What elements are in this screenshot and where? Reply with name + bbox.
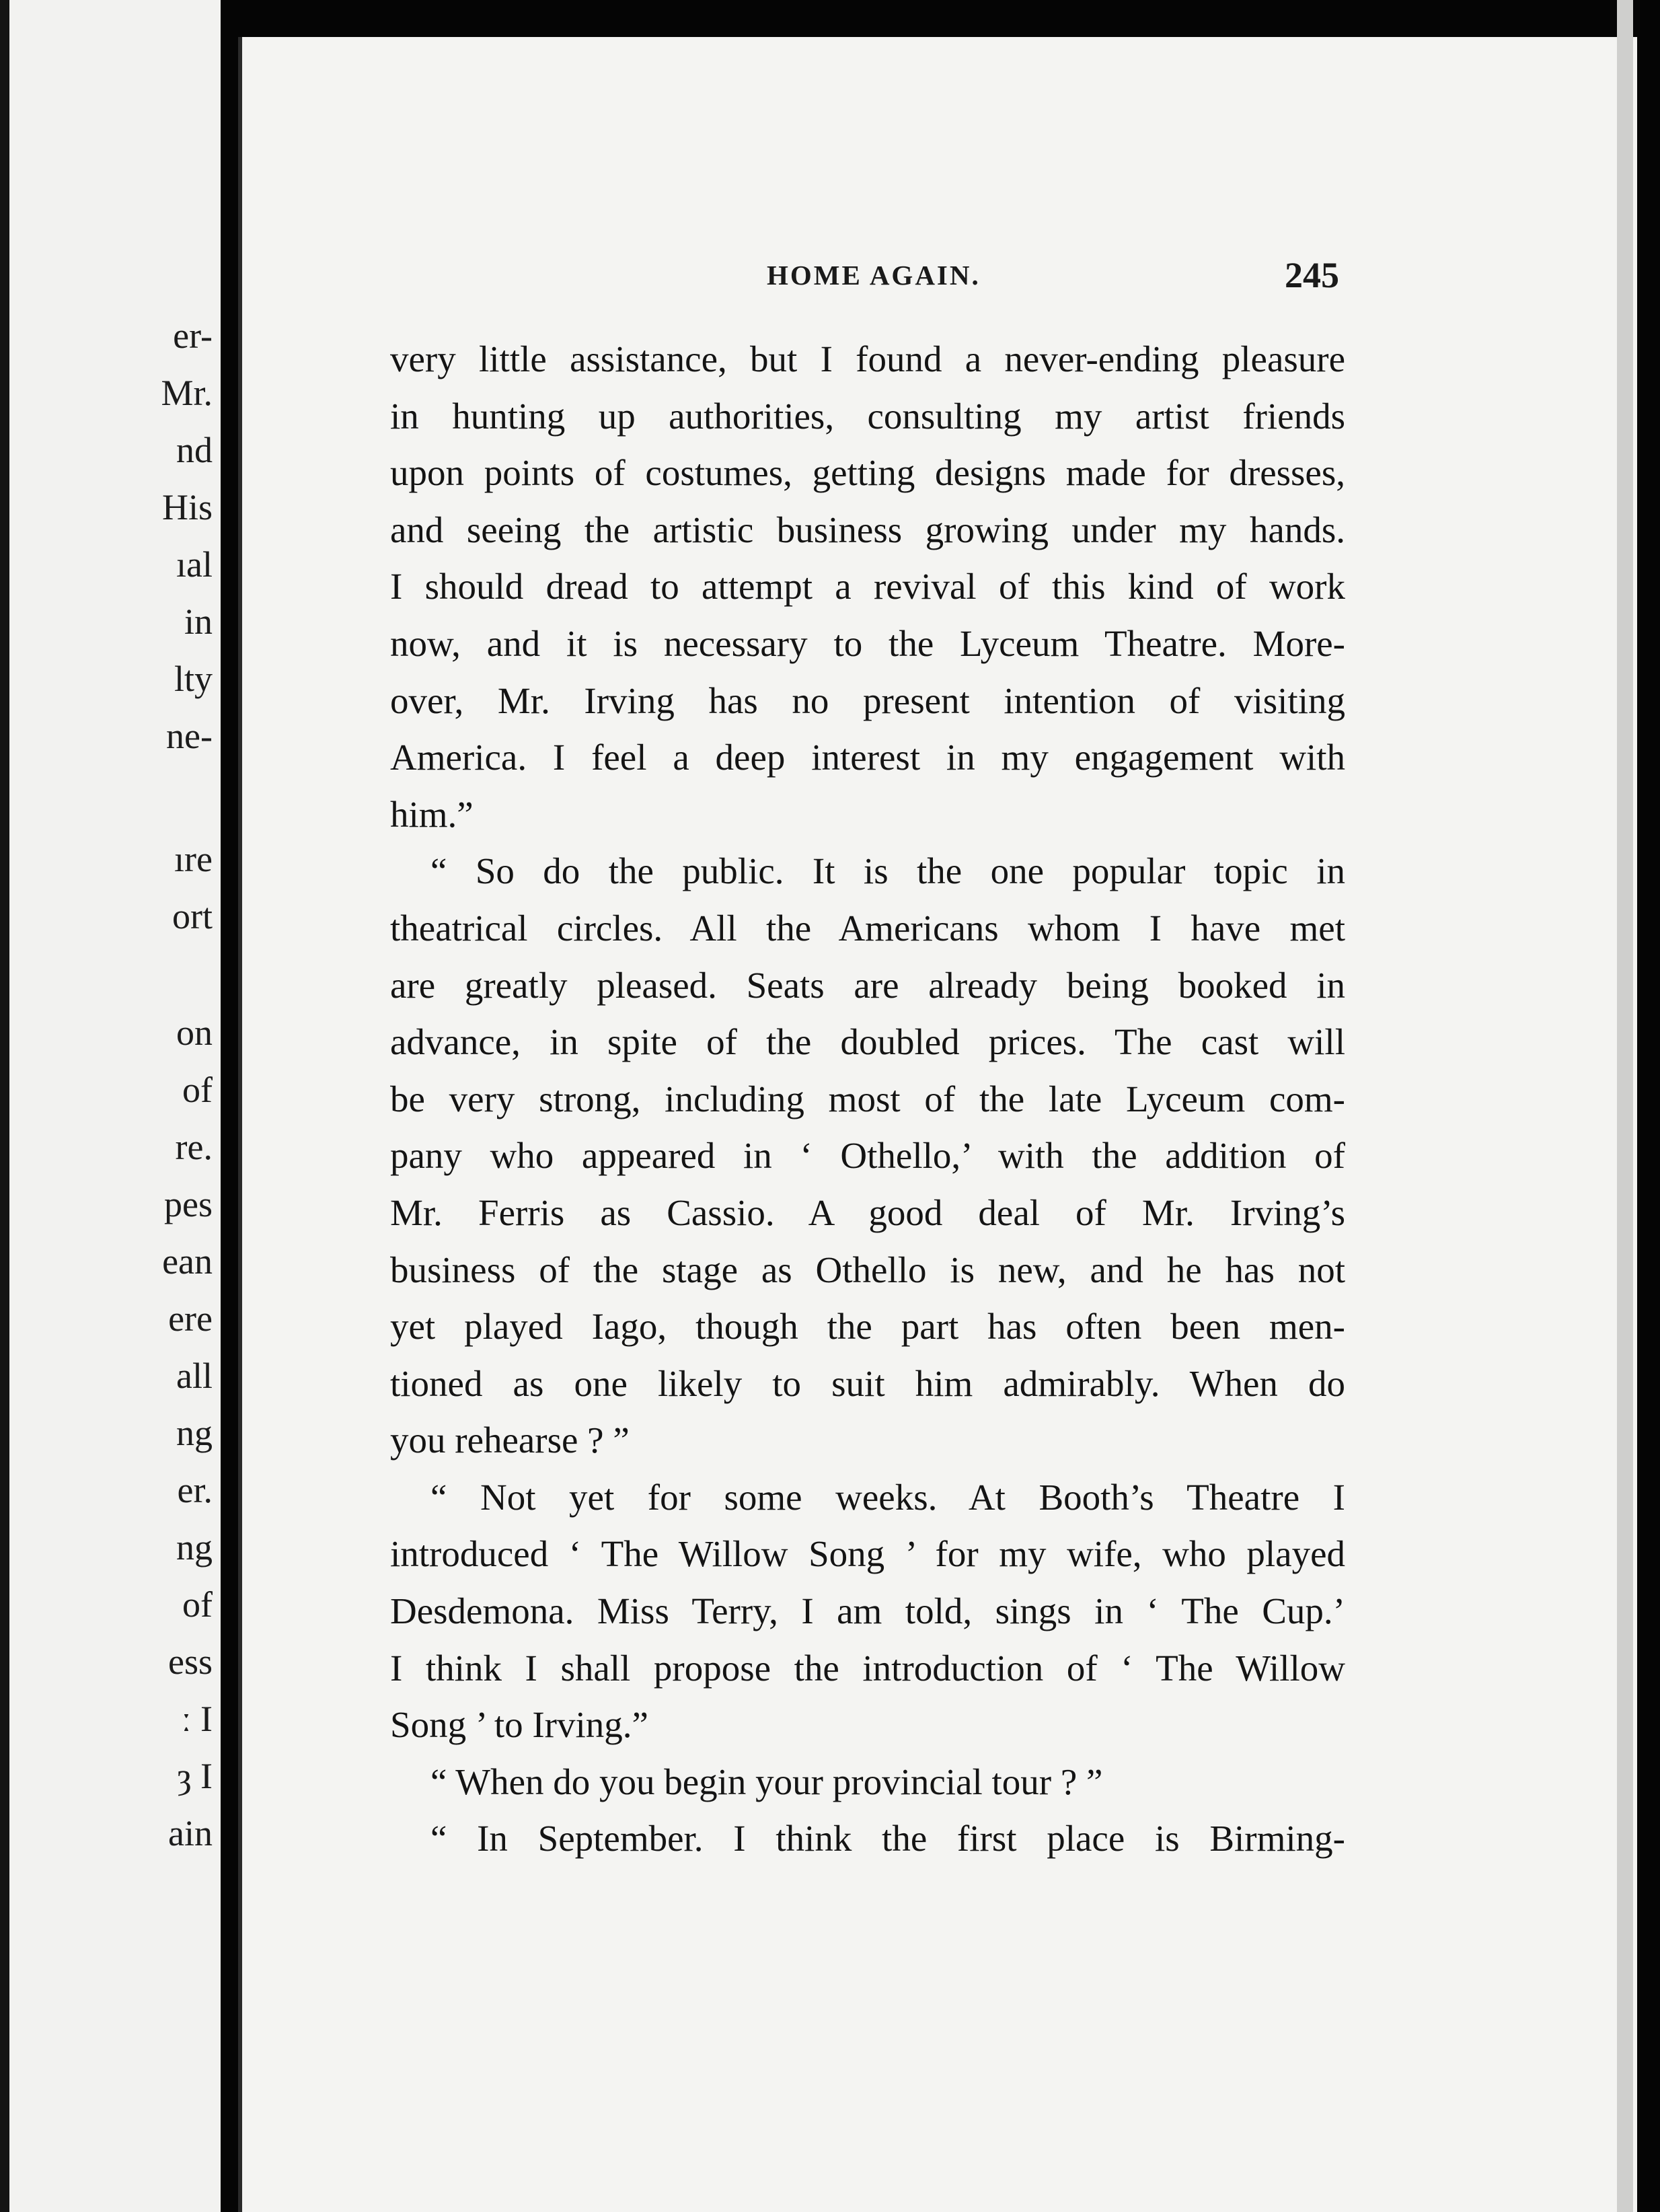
text-line: I should dread to attempt a revival of this kind of work [390,566,1345,607]
text-line: advance, in spite of the doubled prices. The cast will [390,1021,1345,1063]
margin-fragment: His [161,487,213,527]
margin-fragment: ıre [174,839,213,879]
text-line: “ In September. I think the first place is Birming- [430,1818,1345,1859]
margin-fragment: re. [175,1127,213,1167]
margin-fragment: of [182,1584,213,1625]
text-line: are greatly pleased. Seats are already being booked in [390,964,1345,1006]
margin-fragment: ess [168,1642,213,1682]
text-line: you rehearse ? ” [390,1420,630,1461]
margin-fragment: er. [177,1470,213,1510]
margin-fragment: nd [176,430,213,470]
margin-fragment: on [176,1012,213,1053]
text-line: Song ’ to Irving.” [390,1704,648,1746]
text-line: very little assistance, but I found a never-ending pleasure [390,338,1345,379]
text-line: “ So do the public. It is the one popular topic in [430,850,1345,892]
margin-fragment: in [184,601,213,642]
margin-fragment: ıal [176,544,213,585]
page-edge-shadow [0,0,9,2212]
text-line: Desdemona. Miss Terry, I am told, sings in ‘ The Cup.’ [390,1590,1345,1632]
text-line: in hunting up authorities, consulting my artist friends [390,395,1345,437]
margin-fragment: pes [164,1184,213,1224]
margin-fragment: Mr. [161,373,213,413]
margin-fragment: ne- [166,716,213,756]
text-line: pany who appeared in ‘ Othello,’ with the addition of [390,1135,1345,1177]
text-line: yet played Iago, though the part has often been men- [390,1306,1345,1348]
margin-fragment: of [182,1070,213,1110]
margin-fragment: ng [176,1527,213,1568]
text-line: him.” [390,793,474,835]
text-line: introduced ‘ The Willow Song ’ for my wife, who played [390,1533,1345,1575]
text-line: America. I feel a deep interest in my engagement with [390,737,1345,778]
margin-fragment: ere [168,1298,213,1339]
margin-fragment: ȝ I [177,1756,213,1796]
book-gutter [221,0,238,2212]
margin-fragment: ean [162,1241,213,1282]
text-line: theatrical circles. All the Americans whom I have met [390,907,1345,949]
text-line: upon points of costumes, getting designs made for dresses, [390,452,1345,494]
margin-fragment: lty [174,659,213,699]
margin-fragment: er- [173,316,213,356]
margin-fragment: ng [176,1413,213,1453]
text-line: I think I shall propose the introduction of ‘ The Willow [390,1647,1345,1689]
page-edge [1617,0,1633,2212]
text-line: over, Mr. Irving has no present intention of visiting [390,679,1345,721]
body-text [390,331,1345,1868]
text-line: “ When do you begin your provincial tour ? ” [430,1761,1103,1802]
previous-page-strip [0,0,221,2212]
text-line: Mr. Ferris as Cassio. A good deal of Mr. Irving’s [390,1191,1345,1233]
page-number: 245 [1285,255,1339,295]
margin-fragment: all [176,1356,213,1396]
text-line: “ Not yet for some weeks. At Booth’s Theatre I [430,1476,1345,1518]
text-line: tioned as one likely to suit him admirably. When do [390,1362,1345,1404]
text-line: be very strong, including most of the late Lyceum com- [390,1078,1345,1119]
text-line: business of the stage as Othello is new, and he has not [390,1249,1345,1290]
text-line: and seeing the artistic business growing under my hands. [390,509,1345,550]
running-head: HOME AGAIN. [767,260,981,291]
margin-fragment: ː I [181,1699,213,1739]
margin-fragment: ort [172,896,213,936]
margin-fragment: ain [168,1813,213,1853]
text-line: now, and it is necessary to the Lyceum Theatre. More- [390,622,1345,664]
